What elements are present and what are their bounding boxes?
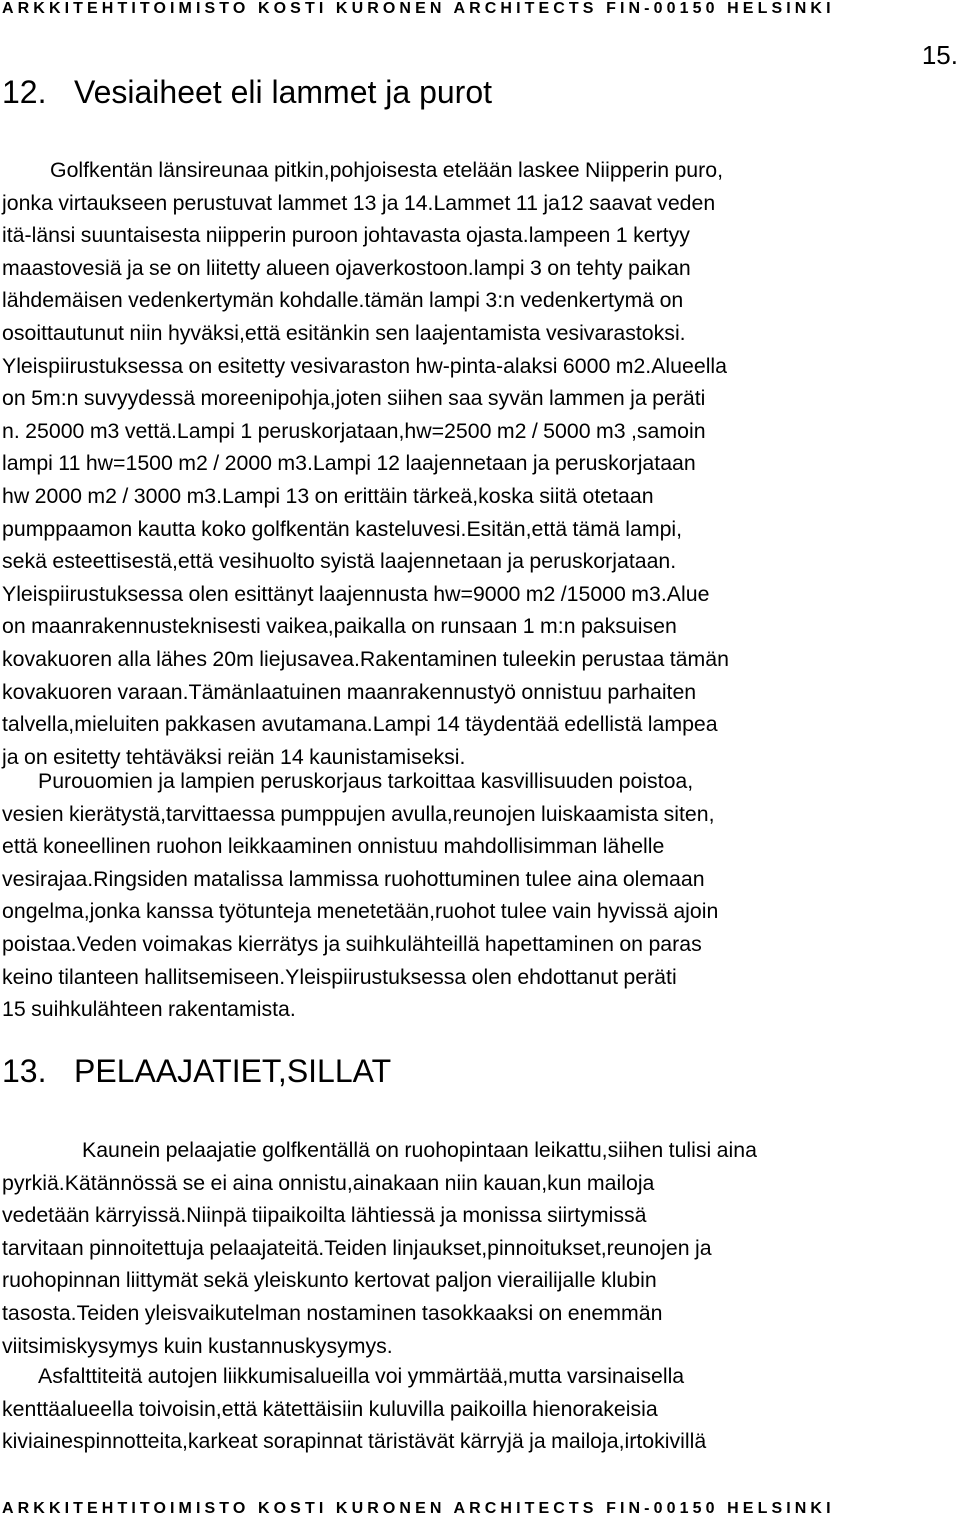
text-line: Yleispiirustuksessa olen esittänyt laajennusta hw=9000 m2 /15000 m3.Alue xyxy=(2,581,710,606)
section-12-paragraph-1 xyxy=(2,154,729,773)
text-line: ja on esitetty tehtäväksi reiän 14 kaunistamiseksi. xyxy=(2,744,466,769)
text-line: sekä esteettisestä,että vesihuolto syistä laajennetaan ja peruskorjataan. xyxy=(2,549,677,574)
text-line: lampi 11 hw=1500 m2 / 2000 m3.Lampi 12 laajennetaan ja peruskorjataan xyxy=(2,451,696,476)
text-line: on maanrakennusteknisesti vaikea,paikalla on runsaan 1 m:n paksuisen xyxy=(2,614,677,639)
section-12-heading xyxy=(2,74,492,110)
text-line: kovakuoren varaan.Tämänlaatuinen maanrakennustyö onnistuu parhaiten xyxy=(2,679,697,704)
text-line: talvella,mieluiten pakkasen avutamana.Lampi 14 täydentää edellistä lampea xyxy=(2,712,718,737)
text-line: vesirajaa.Ringsiden matalissa lammissa ruohottuminen tulee aina olemaan xyxy=(2,866,705,891)
text-line: ruohopinnan liittymät sekä yleiskunto kertovat paljon vierailijalle klubin xyxy=(2,1268,657,1293)
text-line: keino tilanteen hallitsemiseen.Yleispiirustuksessa olen ehdottanut peräti xyxy=(2,964,677,989)
text-line: ongelma,jonka kanssa työtunteja menetetään,ruohot tulee vain hyvissä ajoin xyxy=(2,899,719,924)
text-line: maastovesiä ja se on liitetty alueen ojaverkostoon.lampi 3 on tehty paikan xyxy=(2,255,691,280)
text-line: Kaunein pelaajatie golfkentällä on ruohopintaan leikattu,siihen tulisi aina xyxy=(82,1138,757,1162)
section-13-title: PELAAJATIET,SILLAT xyxy=(74,1053,392,1089)
running-footer: ARKKITEHTITOIMISTO KOSTI KURONEN ARCHITECTS FIN-00150 HELSINKI xyxy=(2,1500,835,1517)
section-13-paragraph-1 xyxy=(2,1134,757,1362)
text-line: Asfalttiteitä autojen liikkumisalueilla voi ymmärtää,mutta varsinaisella xyxy=(38,1364,685,1388)
text-line: pyrkiä.Kätännössä se ei aina onnistu,ainakaan niin kauan,kun mailoja xyxy=(2,1170,655,1195)
text-line: tasosta.Teiden yleisvaikutelman nostaminen tasokkaaksi on enemmän xyxy=(2,1300,663,1325)
text-line: on 5m:n suvyydessä moreenipohja,joten siihen saa syvän lammen ja peräti xyxy=(2,386,706,411)
section-13-number: 13. xyxy=(2,1053,47,1089)
section-12-number: 12. xyxy=(2,74,47,110)
text-line: Golfkentän länsireunaa pitkin,pohjoisesta etelään laskee Niipperin puro, xyxy=(50,158,724,182)
text-line: itä-länsi suuntaisesta niipperin puroon johtavasta ojasta.lampeen 1 kertyy xyxy=(2,223,690,248)
text-line: kovakuoren alla lähes 20m liejusavea.Rakentaminen tuleekin perustaa tämän xyxy=(2,646,729,671)
text-line: pumppaamon kautta koko golfkentän kasteluvesi.Esitän,että tämä lampi, xyxy=(2,516,683,541)
text-line: viitsimiskysymys kuin kustannuskysymys. xyxy=(2,1333,393,1358)
text-line: lähdemäisen vedenkertymän kohdalle.tämän lampi 3:n vedenkertymä on xyxy=(2,288,684,313)
text-line: osoittautunut niin hyväksi,että esitänkin sen laajentamista vesivarastoksi. xyxy=(2,320,686,345)
text-line: Yleispiirustuksessa on esitetty vesivaraston hw-pinta-alaksi 6000 m2.Alueella xyxy=(2,353,728,378)
text-line: n. 25000 m3 vettä.Lampi 1 peruskorjataan,hw=2500 m2 / 5000 m3 ,samoin xyxy=(2,418,706,443)
text-line: 15 suihkulähteen rakentamista. xyxy=(2,997,296,1022)
text-line: että koneellinen ruohon leikkaaminen onnistuu mahdollisimman lähelle xyxy=(2,834,665,859)
text-line: vedetään kärryissä.Niinpä tiipaikoilta lähtiessä ja monissa siirtymissä xyxy=(2,1203,647,1228)
section-13-paragraph-2 xyxy=(2,1360,706,1458)
text-line: poistaa.Veden voimakas kierrätys ja suihkulähteillä hapettaminen on paras xyxy=(2,931,702,956)
text-line: jonka virtaukseen perustuvat lammet 13 ja 14.Lammet 11 ja12 saavat veden xyxy=(2,190,716,215)
section-13-heading xyxy=(2,1053,391,1089)
text-line: hw 2000 m2 / 3000 m3.Lampi 13 on erittäin tärkeä,koska siitä otetaan xyxy=(2,483,654,508)
text-line: tarvitaan pinnoitettuja pelaajateitä.Teiden linjaukset,pinnoitukset,reunojen ja xyxy=(2,1235,712,1260)
text-line: Purouomien ja lampien peruskorjaus tarkoittaa kasvillisuuden poistoa, xyxy=(38,769,694,793)
text-line: vesien kierätystä,tarvittaessa pumppujen avulla,reunojen luiskaamista siten, xyxy=(2,801,715,826)
page-number: 15. xyxy=(921,40,958,70)
section-12-paragraph-2 xyxy=(2,765,718,1026)
text-line: kiviainespinnotteita,karkeat sorapinnat täristävät kärryjä ja mailoja,irtokivillä xyxy=(2,1429,707,1454)
section-12-title: Vesiaiheet eli lammet ja purot xyxy=(74,74,492,110)
running-header: ARKKITEHTITOIMISTO KOSTI KURONEN ARCHITECTS FIN-00150 HELSINKI xyxy=(2,0,835,17)
text-line: kenttäalueella toivoisin,että kätettäisiin kuluvilla paikoilla hienorakeisia xyxy=(2,1396,658,1421)
